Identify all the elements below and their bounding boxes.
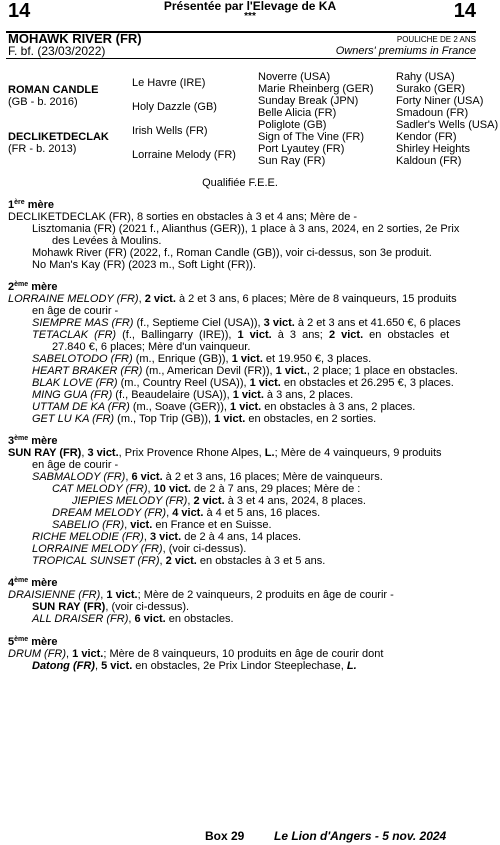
pedigree-col2-item: Lorraine Melody (FR) <box>132 149 236 161</box>
dam-line: DECLIKETDECLAK (FR), 8 sorties en obstacles à 3 et 4 ans; Mère de - <box>8 211 358 223</box>
lot-number-right: 14 <box>453 0 476 22</box>
section-3rd-dam <box>8 435 478 567</box>
produce-line: TROPICAL SUNSET (FR), 2 vict. en obstacles à 3 et 5 ans. <box>32 555 326 567</box>
sire-name: ROMAN CANDLE <box>8 84 99 96</box>
pedigree-col4-item: Sadler's Wells (USA) <box>396 119 499 131</box>
produce-line: No Man's Kay (FR) (2023 m., Soft Light (FR)). <box>32 259 256 271</box>
produce-line: JIEPIES MELODY (FR), 2 vict. à 3 et 4 ans, 2024, 8 places. <box>72 495 366 507</box>
produce-line-cont: des Levées à Moulins. <box>52 235 162 247</box>
section-heading: 2ème mère <box>8 281 58 293</box>
pedigree-col2-item: Irish Wells (FR) <box>132 125 208 137</box>
produce-line: Lisztomania (FR) (2021 f., Alianthus (GER)), 1 place à 3 ans, 2024, en 2 sorties, 2e Prix <box>32 223 460 235</box>
dam-line: LORRAINE MELODY (FR), 2 vict. à 2 et 3 ans, 6 places; Mère de 8 vainqueurs, 15 produits <box>8 293 457 305</box>
produce-line: HEART BRAKER (FR) (m., American Devil (FR)), 1 vict., 2 place; 1 place en obstacles. <box>32 365 458 377</box>
section-1st-dam <box>8 199 478 271</box>
produce-line: UTTAM DE KA (FR) (m., Soave (GER)), 1 vict. en obstacles à 3 ans, 2 places. <box>32 401 416 413</box>
pedigree-col3-item: Poliglote (GB) <box>258 119 327 131</box>
section-5th-dam <box>8 636 478 672</box>
section-4th-dam <box>8 577 478 625</box>
sire-info: (GB - b. 2016) <box>8 96 78 108</box>
produce-line: SABELOTODO (FR) (m., Enrique (GB)), 1 vict. et 19.950 €, 3 places. <box>32 353 372 365</box>
dam-line: SUN RAY (FR), 3 vict., Prix Provence Rhone Alpes, L.; Mère de 4 vainqueurs, 9 produits <box>8 447 442 459</box>
pedigree-col2-item: Holy Dazzle (GB) <box>132 101 217 113</box>
produce-line: MING GUA (FR) (f., Beaudelaire (USA)), 1 vict. à 3 ans, 2 places. <box>32 389 354 401</box>
dam-line: DRAISIENNE (FR), 1 vict.; Mère de 2 vainqueurs, 2 produits en âge de courir - <box>8 589 394 601</box>
footer-box: Box 29 <box>205 829 245 843</box>
horse-name: MOHAWK RIVER (FR) <box>8 31 142 46</box>
lot-number-left: 14 <box>8 0 31 22</box>
produce-line: DREAM MELODY (FR), 4 vict. à 4 et 5 ans, 16 places. <box>52 507 321 519</box>
produce-line: BLAK LOVE (FR) (m., Country Reel (USA)), 1 vict. en obstacles et 26.295 €, 3 places. <box>32 377 454 389</box>
pedigree-col4-item: Kendor (FR) <box>396 131 457 143</box>
sex-age: POULICHE DE 2 ANS <box>396 35 476 44</box>
pedigree-col3-item: Sunday Break (JPN) <box>258 95 359 107</box>
pedigree-col4-item: Forty Niner (USA) <box>396 95 484 107</box>
produce-line: SUN RAY (FR), (voir ci-dessus). <box>32 601 190 613</box>
produce-line: SABMALODY (FR), 6 vict. à 2 et 3 ans, 16 places; Mère de vainqueurs. <box>32 471 383 483</box>
pedigree-col4-item: Rahy (USA) <box>396 71 455 83</box>
produce-line: SABELIO (FR), vict. en France et en Suisse. <box>52 519 272 531</box>
footer-sale: Le Lion d'Angers - 5 nov. 2024 <box>274 829 447 843</box>
produce-line: CAT MELODY (FR), 10 vict. de 2 à 7 ans, 29 places; Mère de : <box>52 483 361 495</box>
produce-line-cont: 27.840 €, 6 places; Mère d'un vainqueur. <box>52 341 251 353</box>
pedigree-col4-item: Kaldoun (FR) <box>396 155 462 167</box>
produce-line: TETACLAK (FR) (f., Ballingarry (IRE)), 1 vict. à 3 ans; 2 vict. en obstacles et <box>32 329 450 341</box>
pedigree-col3-item: Noverre (USA) <box>258 71 331 83</box>
pedigree-col3-item: Marie Rheinberg (GER) <box>258 83 374 95</box>
pedigree-col3-item: Belle Alicia (FR) <box>258 107 337 119</box>
produce-line: ALL DRAISER (FR), 6 vict. en obstacles. <box>32 613 234 625</box>
pedigree-col4-item: Surako (GER) <box>396 83 466 95</box>
horse-birth: F. bf. (23/03/2022) <box>8 44 106 58</box>
dam-line-cont: en âge de courir - <box>32 305 119 317</box>
pedigree-col3-item: Port Lyautey (FR) <box>258 143 345 155</box>
section-2nd-dam <box>8 281 478 425</box>
dam-line-cont: en âge de courir - <box>32 459 119 471</box>
section-heading: 5ème mère <box>8 636 58 648</box>
produce-line: SIEMPRE MAS (FR) (f., Septieme Ciel (USA)), 3 vict. à 2 et 3 ans et 41.650 €, 6 places <box>32 317 461 329</box>
pedigree-col4-item: Shirley Heights <box>396 143 470 155</box>
pedigree-col4-item: Smadoun (FR) <box>396 107 469 119</box>
dam-info: (FR - b. 2013) <box>8 143 77 155</box>
section-heading: 3ème mère <box>8 435 58 447</box>
owners-premiums: Owners' premiums in France <box>335 45 476 57</box>
qualification: Qualifiée F.E.E. <box>202 177 278 189</box>
mid-rule <box>6 58 476 59</box>
consignor-stars: *** <box>244 11 256 22</box>
pedigree-col2-item: Le Havre (IRE) <box>132 77 206 89</box>
consignor-title: Présentée par l'Elevage de KA <box>163 0 337 13</box>
pedigree-col3-item: Sign of The Vine (FR) <box>258 131 364 143</box>
section-heading: 1ère mère <box>8 199 54 211</box>
dam-name: DECLIKETDECLAK <box>8 131 109 143</box>
produce-line: Mohawk River (FR) (2022, f., Roman Candle (GB)), voir ci-dessus, son 3e produit. <box>32 247 432 259</box>
section-heading: 4ème mère <box>8 577 58 589</box>
produce-line: GET LU KA (FR) (m., Top Trip (GB)), 1 vict. en obstacles, en 2 sorties. <box>32 413 377 425</box>
dam-line: DRUM (FR), 1 vict.; Mère de 8 vainqueurs, 10 produits en âge de courir dont <box>8 648 384 660</box>
produce-line: Datong (FR), 5 vict. en obstacles, 2e Prix Lindor Steeplechase, L. <box>32 660 357 672</box>
pedigree-col3-item: Sun Ray (FR) <box>258 155 326 167</box>
produce-line: LORRAINE MELODY (FR), (voir ci-dessus). <box>32 543 247 555</box>
produce-line: RICHE MELODIE (FR), 3 vict. de 2 à 4 ans, 14 places. <box>32 531 302 543</box>
